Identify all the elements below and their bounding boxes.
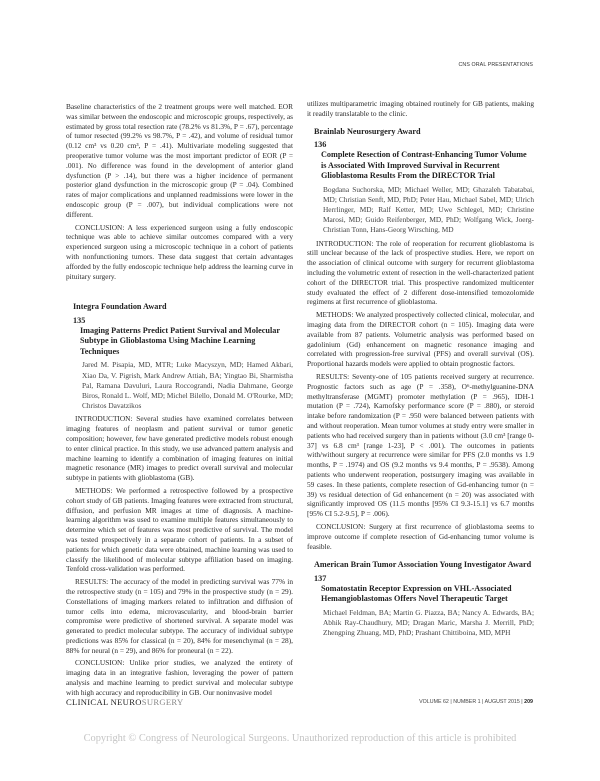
methods-paragraph: METHODS: We performed a retrospective followed by a prospective cohort study of GB patients. Imaging features were extracted from structural, diffusion, and perfusion MR images at time of diagnosis. A machine-learning algorithm was used to examine multiple features simultaneously to determine which set of features was most predictive of survival. The model was tested prospectively in a separate cohort of patients. In a subset of patients for which genetic data were obtained, machine learning was used to classify the likelihood of molecular subtype affiliation based on imaging. Tenfold cross-validation was performed.: [66, 485, 293, 574]
conclusion-paragraph: CONCLUSION: Surgery at first recurrence of glioblastoma seems to improve outcome if complete resection of Gd-enhancing tumor volume is feasible.: [307, 521, 534, 551]
methods-paragraph: METHODS: We analyzed prospectively collected clinical, molecular, and imaging data from the DIRECTOR cohort (n = 105). Imaging data were available from 87 patients. Volumetric analysis was performed based on gadolinium (Gd) enhancement on magnetic resonance imaging and correlated with progression-free survival (PFS) and overall survival (OS). Proportional hazards models were applied to obtain prognostic factors.: [307, 310, 534, 369]
award-heading: Integra Foundation Award: [73, 302, 167, 312]
abstract-title: Somatostatin Receptor Expression on VHL-Associated Hemangioblastomas Offers Novel Therapeutic Target: [321, 583, 512, 604]
journal-name-bold: CLINICAL NEURO: [66, 697, 142, 707]
issue-info: [419, 699, 533, 705]
journal-name: [66, 697, 183, 707]
award-heading: American Brain Tumor Association Young Investigator Award: [314, 560, 532, 570]
abstract-number: 136: [314, 140, 327, 150]
right-column: [307, 99, 534, 641]
abstract-number: 137: [314, 573, 327, 583]
body-paragraph: utilizes multiparametric imaging obtained routinely for GB patients, making it readily translatable to the clinic.: [307, 99, 534, 118]
award-heading: Brainlab Neurosurgery Award: [314, 126, 421, 136]
issue-text: VOLUME 62 | NUMBER 1 | AUGUST 2015 |: [419, 699, 525, 705]
conclusion-paragraph: CONCLUSION: A less experienced surgeon using a fully endoscopic technique was able to achieve similar outcomes compared with a very experienced surgeon using a microscopic technique in a cohort of patients with nonfunctioning tumors. These data suggest that certain advantages afforded by the fully endoscopic technique help address the learning curve in pituitary surgery.: [66, 222, 293, 281]
abstract-number: 135: [73, 315, 86, 325]
author-list: Michael Feldman, BA; Martin G. Piazza, BA; Nancy A. Edwards, BA; Abhik Ray-Chaudhury, MD; Dragan Maric, Marsha J. Merrill, PhD; Zhengping Zhuang, MD, PhD; Prashant Chittiboina, MD, MPH: [323, 607, 534, 638]
page-number: 209: [524, 699, 533, 705]
author-list: Jared M. Pisapia, MD, MTR; Luke Macyszyn, MD; Hamed Akbari, Xiao Da, V. Pigrish, Mark Andrew Attiah, BA; Yingtao Bi, Sharmistha Pal, Ramana Davuluri, Laura Roccograndi, Nadia Dahmane, George Biros, Ronald L. Wolf, MD; Michel Bilello, Donald M. O'Rourke, MD; Christos Davatzikos: [82, 360, 293, 411]
conclusion-paragraph: CONCLUSION: Unlike prior studies, we analyzed the entirety of imaging data in an integrative fashion, leveraging the power of pattern analysis and machine learning to predict survival and molecular subtype with high accuracy and reproducibility in GB. Our noninvasive model: [66, 658, 293, 697]
results-paragraph: RESULTS: Seventy-one of 105 patients received surgery at recurrence. Prognostic factors such as age (P = .358), O⁶-methylguanine-DNA methyltransferase (MGMT) promoter methylation (P = .965), IDH-1 mutation (P = .724), Karnofsky performance score (P = .880), or steroid intake before randomization (P = .950 were balanced between patients with and without reoperation. Mean tumor volumes at study entry were smaller in patients who had received surgery than in patients without (3.0 cm³ [range 0-37] vs 6.8 cm³ [range 1-23], P < .001). The outcomes in patients with/without surgery at recurrence were similar for PFS (2.0 months vs 1.9 months, P = .1974) and OS (9.2 months vs 9.4 months, P = .9538). Among patients who underwent reoperation, postsurgery imaging was available in 59 cases. In these patients, complete resection of Gd-enhancing tumor (n = 39) vs residual detection of Gd enhancement (n = 20) was associated with significantly improved OS (11.5 months [95% CI 9.3-15.1] vs 6.7 months [95% CI 5.2-9.5], P = .006).: [307, 371, 534, 519]
abstract-title: Imaging Patterns Predict Patient Survival and Molecular Subtype in Glioblastoma Using Machine Learning Techniques: [80, 325, 280, 356]
introduction-paragraph: INTRODUCTION: The role of reoperation for recurrent glioblastoma is still unclear because of the lack of prospective studies. Here, we report on the association of clinical outcome with surgery for recurrent glioblastoma including the volumetric extent of resection in the well-characterized patient cohort of the DIRECTOR trial. This prospective randomized multicenter study evaluated the effect of 2 different dose-intensified temozolomide regimens at first recurrence of glioblastoma.: [307, 238, 534, 307]
body-paragraph: Baseline characteristics of the 2 treatment groups were well matched. EOR was similar between the endoscopic and microscopic groups, respectively, as estimated by gross total resection rate (78.2% vs 81.3%, P = .67), percentage of tumor resected (99.2% vs 98.7%, P = .42), and volume of residual tumor (0.12 cm³ vs 0.20 cm³, P = .41). Multivariate modeling suggested that preoperative tumor volume was the most important predictor of EOR (P = .001). No difference was found in the development of anterior gland dysfunction (P > .14), but there was a higher incidence of permanent posterior gland dysfunction in the microscopic group (P = .04). Combined rates of major complications and unplanned readmissions were lower in the endoscopic group (P = .007), but individual complications were not different.: [66, 102, 293, 219]
left-column: [66, 102, 293, 701]
journal-name-light: SURGERY: [141, 697, 184, 707]
author-list: Bogdana Suchorska, MD; Michael Weller, MD; Ghazaleh Tabatabai, MD; Christian Senft, MD, PhD; Peter Hau, Michael Sabel, MD; Ulrich Herrlinger, MD; Ralf Ketter, MD; Uwe Schlegel, MD; Christine Marosi, MD; Guido Reifenberger, MD, PhD; Wolfgang Wick, Joerg-Christian Tonn, Hans-Georg Wirsching, MD: [323, 184, 534, 235]
abstract-title: Complete Resection of Contrast-Enhancing Tumor Volume is Associated With Improved Survival in Recurrent Glioblastoma Results From the DIRECTOR Trial: [321, 150, 527, 181]
running-header: CNS ORAL PRESENTATIONS: [458, 62, 533, 68]
copyright-notice: Copyright © Congress of Neurological Surgeons. Unauthorized reproduction of this article is prohibited: [83, 733, 517, 744]
introduction-paragraph: INTRODUCTION: Several studies have examined correlates between imaging features of neoplasm and patient survival or tumor genetic composition; however, few have generated predictive models robust enough to enter clinical practice. In this study, we use advanced pattern analysis and machine learning to identify a combination of imaging features on initial magnetic resonance (MR) images to predict overall survival and molecular subtype in patients with glioblastoma (GB).: [66, 414, 293, 483]
results-paragraph: RESULTS: The accuracy of the model in predicting survival was 77% in the retrospective study (n = 105) and 79% in the prospective study (n = 29). Constellations of imaging markers related to infiltration and diffusion of tumor cells into edema, microvascularity, and blood-brain barrier compromise were predictive of shortened survival. A separate model was generated to predict molecular subtype. The accuracy of individual subtype predictions was 85% for classical (n = 20), 84% for mesenchymal (n = 28), 88% for neural (n = 29), and 86% for proneural (n = 22).: [66, 577, 293, 655]
